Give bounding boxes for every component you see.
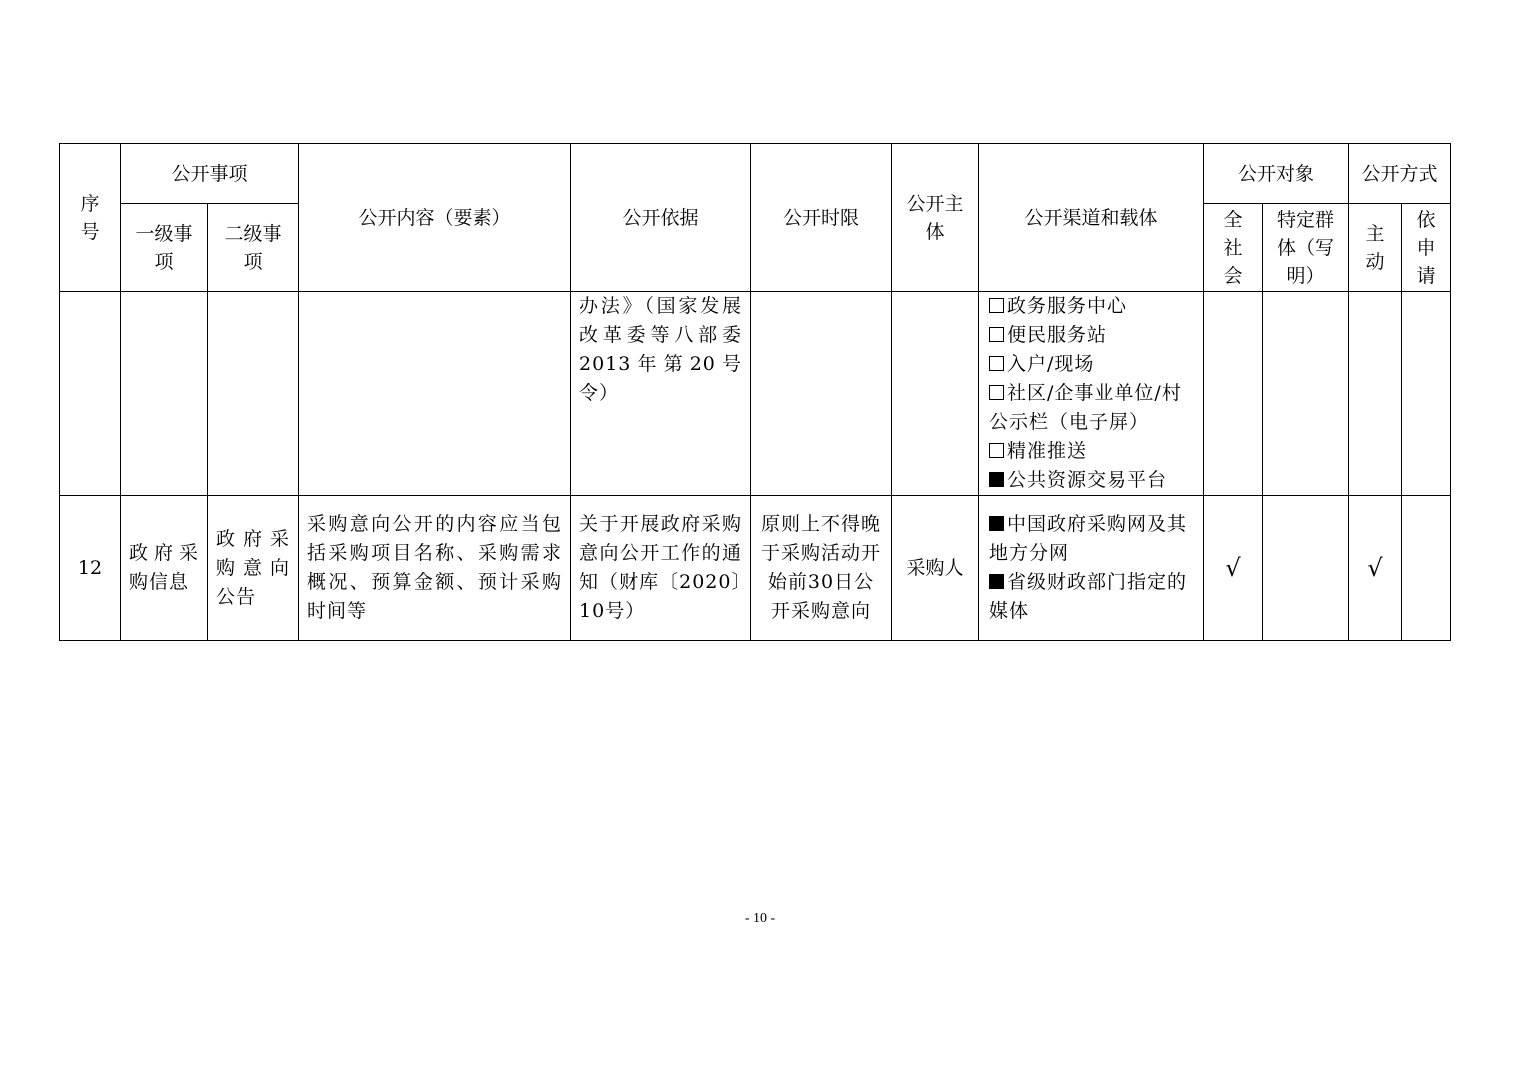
table-row [60,292,1451,496]
empty-box-icon [989,327,1004,342]
checked-box-icon [989,472,1004,487]
channel-label: 精准推送 [1007,440,1088,462]
empty-box-icon [989,443,1004,458]
channel-list [979,292,1203,495]
channel-item [989,466,1197,495]
empty-box-icon [989,356,1004,371]
header-subject: 公开主体 [892,144,979,292]
target-specific-cell [1263,496,1349,641]
header-basis: 公开依据 [571,144,751,292]
header-time-limit: 公开时限 [751,144,892,292]
channel-label: 中国政府采购网及其地方分网 [989,513,1188,564]
checked-box-icon [989,574,1004,589]
channel-label: 便民服务站 [1007,324,1108,346]
header-channel: 公开渠道和载体 [979,144,1204,292]
seq-cell: 12 [60,496,121,641]
table-row [60,496,1451,641]
channel-item [989,568,1197,626]
header-target-all: 全社会 [1204,204,1263,292]
channel-item [989,350,1197,379]
basis-cell: 办法》（国家发展改革委等八部委2013年第20号令） [579,295,743,404]
empty-box-icon [989,385,1004,400]
channel-label: 入户/现场 [1007,353,1095,375]
disclosure-table [59,143,1451,641]
channel-item [989,437,1197,466]
subject-cell: 采购人 [892,496,979,641]
channel-label: 政务服务中心 [1007,295,1128,317]
checked-box-icon [989,516,1004,531]
empty-box-icon [989,298,1004,313]
header-target: 公开对象 [1204,144,1349,204]
channel-item [989,379,1197,437]
target-all-check: √ [1204,496,1263,641]
header-level2: 二级事项 [208,204,299,292]
header-items: 公开事项 [121,144,299,204]
table-header [60,144,1451,292]
channel-item [989,321,1197,350]
header-level1: 一级事项 [121,204,208,292]
header-method: 公开方式 [1349,144,1451,204]
header-target-specific: 特定群体（写明） [1263,204,1349,292]
channel-item [989,292,1197,321]
channel-label: 省级财政部门指定的媒体 [989,571,1188,622]
channel-list [979,510,1203,626]
header-method-active: 主动 [1349,204,1402,292]
level2-cell: 政府采购意向公告 [216,527,291,608]
channel-label: 公共资源交易平台 [1007,469,1168,491]
method-request-cell [1402,496,1451,641]
content-cell: 采购意向公开的内容应当包括采购项目名称、采购需求概况、预算金额、预计采购时间等 [307,513,563,622]
page-number: - 10 - [744,911,776,926]
header-content: 公开内容（要素） [299,144,571,292]
method-active-check: √ [1349,496,1402,641]
channel-item [989,510,1197,568]
time-limit-cell: 原则上不得晚于采购活动开始前30日公开采购意向 [761,513,882,622]
basis-cell: 关于开展政府采购意向公开工作的通知（财库〔2020〕10号） [579,513,743,622]
level1-cell: 政府采购信息 [129,542,199,593]
header-seq: 序号 [60,144,121,292]
header-method-request: 依申请 [1402,204,1451,292]
channel-label: 社区/企事业单位/村公示栏（电子屏） [989,382,1182,433]
